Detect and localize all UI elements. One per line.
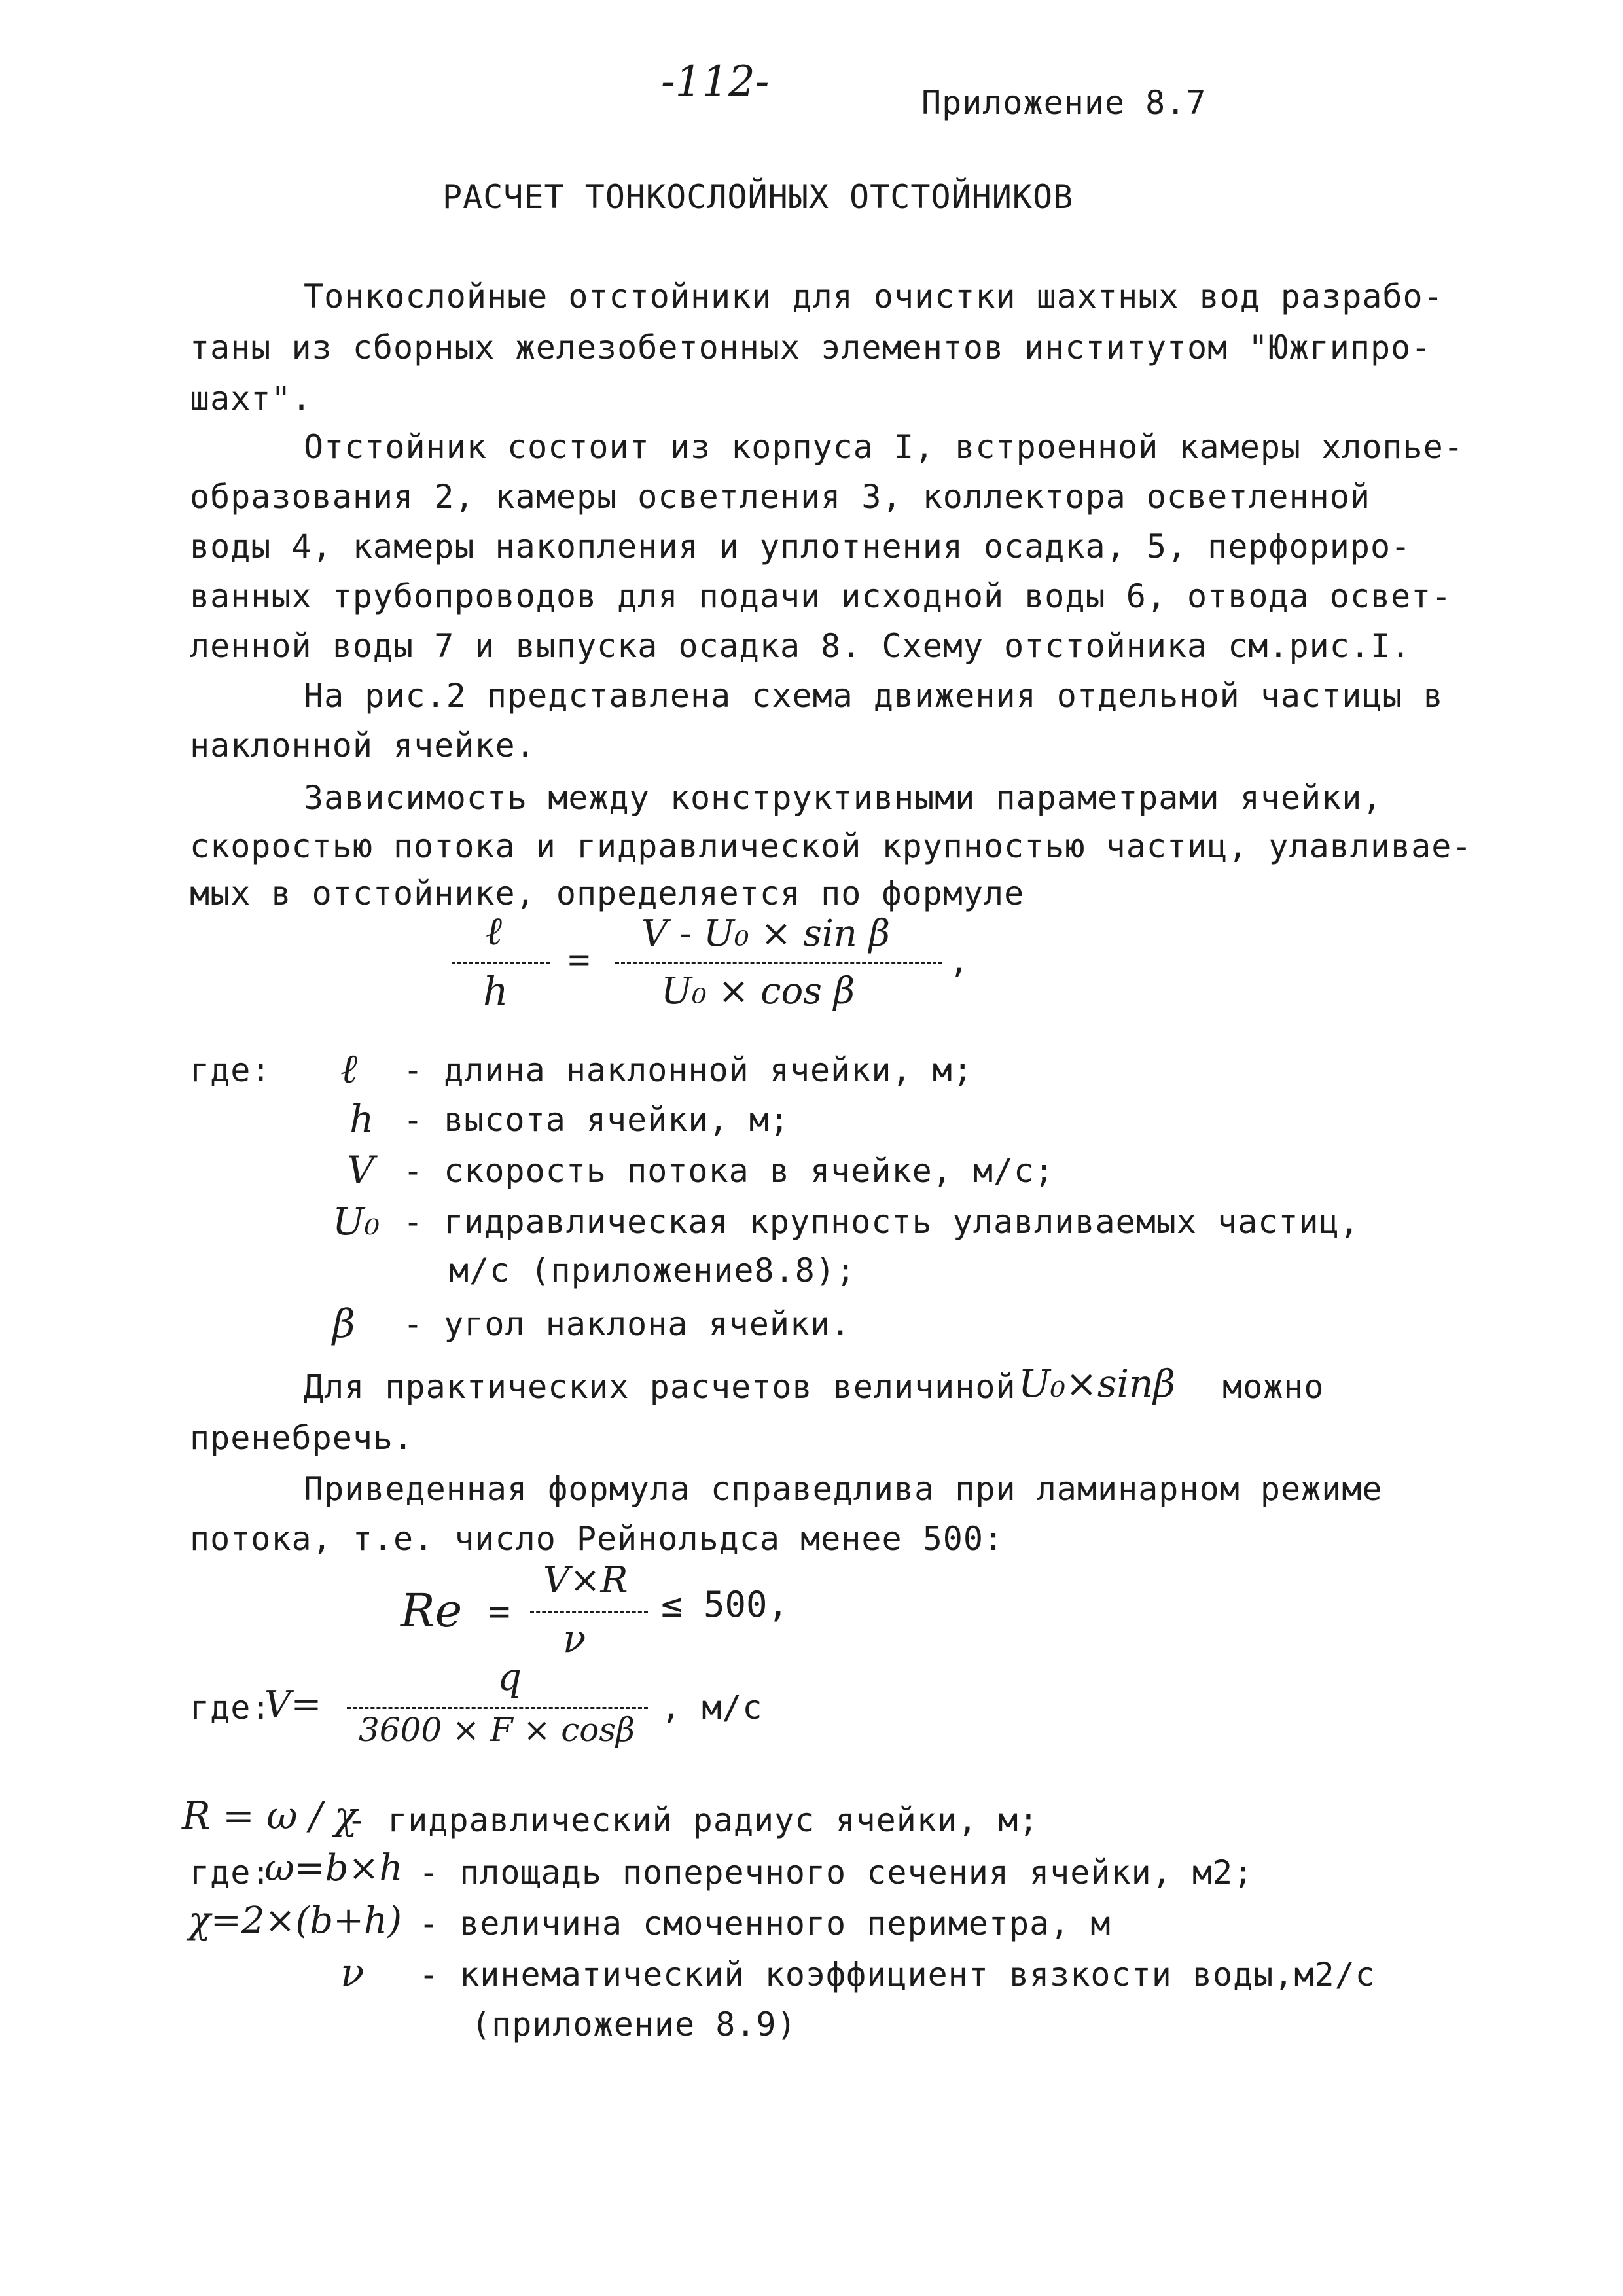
page-number: -112-: [661, 58, 770, 106]
where-label: где:: [190, 1051, 272, 1089]
formula-trailing-comma: ,: [949, 942, 969, 980]
where-label: где:: [190, 1689, 272, 1727]
appendix-label: Приложение 8.7: [921, 84, 1207, 122]
definition-text: (приложение 8.9): [471, 2005, 797, 2043]
paragraph-line: таны из сборных железобетонных элементов институтом "Южгипро-: [190, 329, 1432, 367]
definition-text: - скорость потока в ячейке, м/с;: [403, 1152, 1055, 1190]
definition-symbol: ω=b×h: [264, 1847, 403, 1890]
formula-denominator: 3600 × F × cosβ: [359, 1711, 635, 1749]
definition-text: - кинематический коэффициент вязкости воды,м2/с: [419, 1956, 1376, 1994]
formula-lhs: V=: [264, 1683, 322, 1726]
definition-text: - гидравлическая крупность улавливаемых частиц,: [403, 1203, 1360, 1241]
fraction-bar: [452, 962, 550, 964]
definition-symbol: U₀: [332, 1199, 380, 1244]
definition-text: - величина смоченного периметра, м: [419, 1905, 1111, 1943]
paragraph-text: Для практических расчетов величиной: [304, 1368, 1016, 1406]
paragraph-line: образования 2, камеры осветления 3, коллектора осветленной: [190, 478, 1370, 516]
fraction-bar: [347, 1707, 648, 1709]
formula-lhs-denominator: h: [483, 969, 508, 1014]
formula-equals: =: [568, 939, 590, 981]
paragraph-line: шахт".: [190, 380, 312, 418]
definition-text: - угол наклона ячейки.: [403, 1305, 851, 1343]
paragraph-line: ванных трубопроводов для подачи исходной воды 6, отвода освет-: [190, 577, 1452, 615]
definition-text: м/с (приложение8.8);: [449, 1251, 857, 1289]
formula-denominator: ν: [563, 1617, 586, 1661]
paragraph-line: скоростью потока и гидравлической крупностью частиц, улавливае-: [190, 827, 1472, 865]
definition-text: - гидравлический радиус ячейки, м;: [347, 1801, 1039, 1839]
where-label: где:: [190, 1854, 272, 1892]
definition-symbol: β: [332, 1301, 355, 1347]
paragraph-line: Зависимость между конструктивными параметрами ячейки,: [304, 779, 1383, 817]
fraction-bar: [615, 962, 942, 964]
paragraph-line: На рис.2 представлена схема движения отдельной частицы в: [304, 677, 1444, 715]
definition-symbol: ℓ: [340, 1045, 357, 1092]
formula-numerator: q: [497, 1655, 522, 1699]
paragraph-text: можно: [1222, 1368, 1325, 1406]
formula-lhs-numerator: ℓ: [486, 908, 502, 954]
formula-rhs-numerator: V - U₀ × sin β: [641, 912, 891, 955]
paragraph-line: мых в отстойнике, определяется по формуле: [190, 874, 1025, 912]
formula-lhs: Re: [401, 1584, 463, 1638]
formula-rhs-denominator: U₀ × cos β: [661, 970, 855, 1013]
fraction-bar: [530, 1611, 648, 1613]
paragraph-line: наклонной ячейке.: [190, 726, 536, 764]
definition-text: - длина наклонной ячейки, м;: [403, 1051, 973, 1089]
paragraph-line: ленной воды 7 и выпуска осадка 8. Схему отстойника см.рис.I.: [190, 627, 1412, 665]
definition-symbol: R = ω / χ: [182, 1793, 357, 1838]
formula-numerator: V×R: [543, 1559, 628, 1602]
definition-symbol: V: [347, 1148, 374, 1193]
inline-formula: U₀×sinβ: [1018, 1361, 1175, 1406]
formula-rhs: ≤ 500,: [661, 1584, 789, 1625]
formula-unit: , м/с: [661, 1689, 763, 1727]
paragraph-line: Тонкослойные отстойники для очистки шахтных вод разрабо-: [304, 278, 1444, 315]
paragraph-line: потока, т.е. число Рейнольдса менее 500:: [190, 1520, 1005, 1558]
definition-symbol: χ=2×(b+h): [188, 1899, 402, 1942]
paragraph-line: воды 4, камеры накопления и уплотнения осадка, 5, перфориро-: [190, 528, 1412, 565]
paragraph-line: Отстойник состоит из корпуса I, встроенной камеры хлопье-: [304, 428, 1464, 466]
formula-equals: =: [488, 1590, 510, 1633]
definition-symbol: ν: [340, 1950, 365, 1996]
paragraph-text: пренебречь.: [190, 1419, 414, 1457]
definition-text: - высота ячейки, м;: [403, 1101, 790, 1139]
definition-symbol: h: [349, 1097, 374, 1141]
paragraph-line: Приведенная формула справедлива при ламинарном режиме: [304, 1470, 1383, 1508]
page-title: РАСЧЕТ ТОНКОСЛОЙНЫХ ОТСТОЙНИКОВ: [442, 178, 1074, 216]
definition-text: - площадь поперечного сечения ячейки, м2;: [419, 1854, 1254, 1892]
